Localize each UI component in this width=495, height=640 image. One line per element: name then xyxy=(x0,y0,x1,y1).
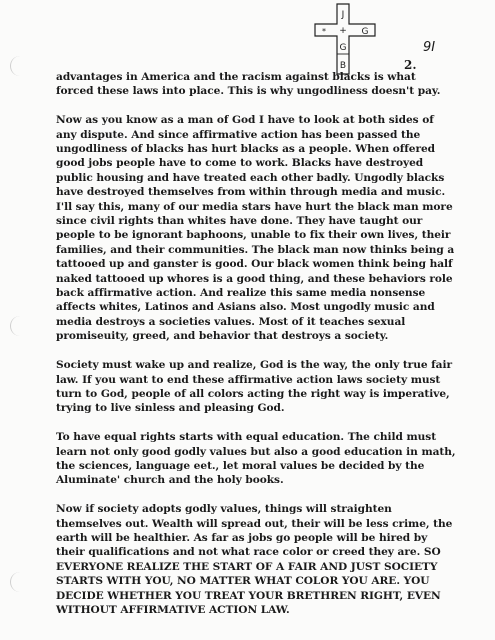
cross-letter-left: * xyxy=(322,27,326,36)
hand-drawn-cross-icon xyxy=(313,2,379,76)
body-text xyxy=(56,70,456,632)
cross-letter-top: J xyxy=(341,10,345,20)
punch-hole-mark xyxy=(10,316,21,336)
punch-hole-mark xyxy=(10,56,21,76)
page-number: 2. xyxy=(404,58,417,72)
cross-letter-lower2: B xyxy=(339,61,347,71)
paragraph: advantages in America and the racism against blacks is what forced these laws into place. This is why ungodliness doesn't pay. xyxy=(56,71,441,98)
cross-letter-right: G xyxy=(361,27,369,37)
paragraph: Society must wake up and realize, God is the way, the only true fair law. If you want to end these affirmative action laws society must turn to God, people of all colors acting the right way is imperative, trying to live sinless and pleasing God. xyxy=(56,359,453,415)
paragraph: To have equal rights starts with equal education. The child must learn not only good godly values but also a good education in math, the sciences, language eet., let moral values be decided by the Aluminate' church and the holy books. xyxy=(56,431,456,487)
paragraph: Now if society adopts godly values, things will straighten themselves out. Wealth will spread out, their will be less crime, the earth will be healthier. As far as jobs go people will be hired by their qualifications and not what race color or creed they are. SO EVERYONE REALIZE THE START OF A FAIR AND JUST SOCIETY STARTS WITH YOU, NO MATTER WHAT COLOR YOU ARE. YOU DECIDE WHETHER YOU TREAT YOUR BRETHREN RIGHT, EVEN WITHOUT AFFIRMATIVE ACTION LAW. xyxy=(56,503,453,616)
punch-hole-mark xyxy=(10,572,21,592)
cross-letter-center: + xyxy=(339,26,347,36)
paragraph: Now as you know as a man of God I have to look at both sides of any dispute. And since affirmative action has been passed the ungodliness of blacks has hurt blacks as a people. When offered good jobs people have to come to work. Blacks have destroyed public housing and have treated each other badly. Ungodly blacks have destroyed themselves from within through media and music. I'll say this, many of our media stars have hurt the black man more since civil rights than whites have done. They have taught our people to be ignorant baphoons, unable to fix their own lives, their families, and their communities. The black man now thinks being a tattooed up and ganster is good. Our black women think being half naked tattooed up whores is a good thing, and these behaviors role back affirmative action. And realize this same media nonsense affects whites, Latinos and Asians also. Most ungodly music and media destroys a societies values. Most of it teaches sexual promiseuity, greed, and behavior that destroys a society. xyxy=(56,114,455,343)
cross-letter-lower1: G xyxy=(339,43,347,53)
handwritten-page-number: 9I xyxy=(423,40,436,55)
